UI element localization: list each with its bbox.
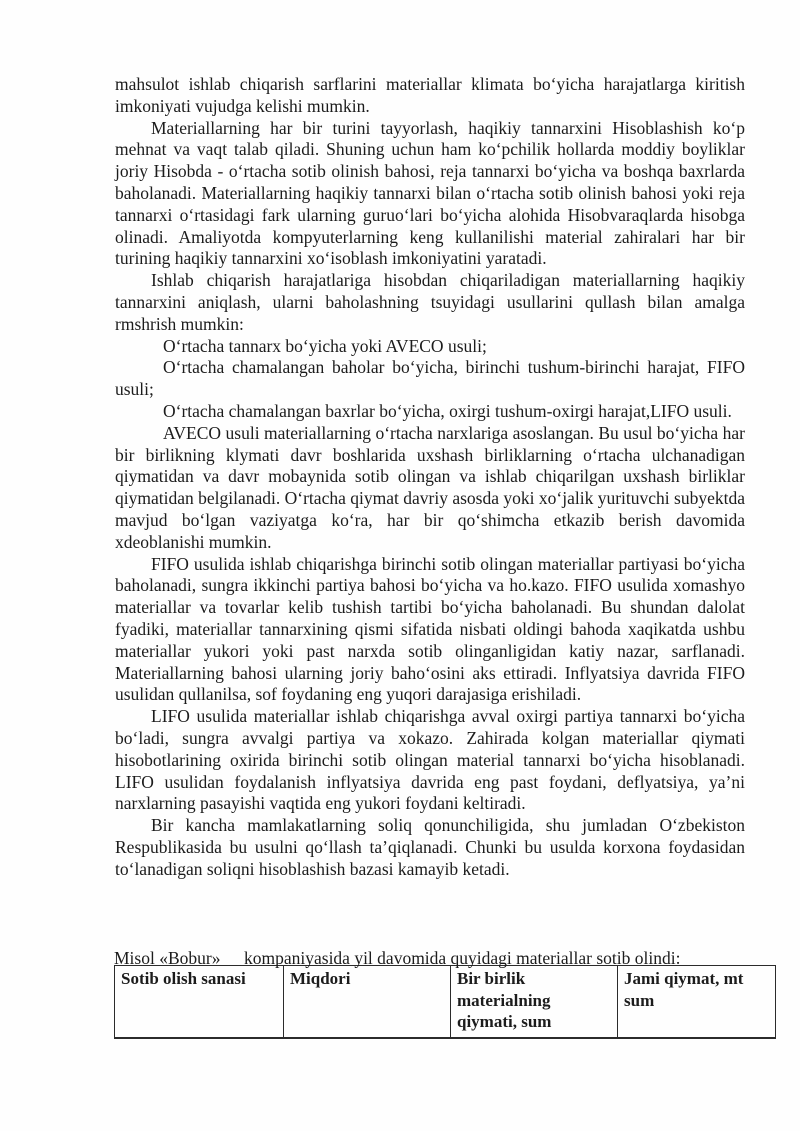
table-header-unit-value: Bir birlik materialning qiymati, sum [451, 966, 618, 1038]
paragraph: AVECO usuli materiallarning o‘rtacha narxlariga asoslangan. Bu usul bo‘yicha har bir birlikning klymati davr boshlarida uxshash birliklarning o‘rtacha ulchanadigan qiymatidan va davr mobaynida sotib olingan va ishlab chiqarilgan uxshash birliklar qiymatidan belgilanadi. O‘rtacha qiymat davriy asosda yoki xo‘jalik yurituvchi subyektda mavjud bo‘lgan vaziyatga ko‘ra, har bir qo‘shimcha etkazib berish davomida xdeoblanishi mumkin. [115, 422, 745, 552]
list-item-lifo: O‘rtacha chamalangan baxrlar bo‘yicha, oxirgi tushum-oxirgi harajat,LIFO usuli. [163, 400, 732, 421]
paragraph: FIFO usulida ishlab chiqarishga birinchi sotib olingan materiallar partiyasi bo‘yicha baholanadi, sungra ikkinchi partiya bahosi bo‘yicha va ho.kazo. FIFO usulida xomashyo materiallar va tovarlar kelib tushish tartibi bo‘yicha baholanadi. Bu shundan dalolat fyadiki, materiallar tannarxining qismi sifatida nisbati oldingi bahoda xaqikatda ushbu materiallar yukori yoki past narxda sotib olinganligidan katiy nazar, sarflanadi. Materiallarning bahosi ularning joriy baho‘osini aks ettiradi. Inflyatsiya davrida FIFO usulidan qullanilsa, sof foydaning eng yuqori darajasiga erishiladi. [115, 553, 745, 705]
table-header-row [115, 966, 776, 1038]
example-caption [114, 948, 775, 969]
body-text [115, 74, 745, 880]
list-item-fifo: O‘rtacha chamalangan baholar bo‘yicha, birinchi tushum-birinchi harajat, FIFO usuli; [115, 357, 745, 400]
paragraph: LIFO usulida materiallar ishlab chiqarishga avval oxirgi partiya tannarxi bo‘yicha bo‘ladi, sungra avvalgi partiya va xokazo. Zahirada kolgan materiallar qiymati hisobotlarining oxirida birinchi sotib olingan material tannarxi bo‘yicha hisoblanadi. LIFO usulidan foydalanish inflyatsiya davrida eng past foydani, deflyatsiya, ya’ni narxlarning pasayishi vaqtida eng yukori foydani keltiradi. [115, 706, 745, 814]
example-caption-text: kompaniyasida yil davomida quyidagi materiallar sotib olindi: [244, 948, 681, 968]
paragraph: Bir kancha mamlakatlarning soliq qonunchiligida, shu jumladan O‘zbekiston Respublikasida bu usulni qo‘llash ta’qiqlanadi. Chunki bu usulda korxona foydasidan to‘lanadigan soliqni hisoblashish bazasi kamayib ketadi. [115, 815, 745, 879]
list-item-aveco: O‘rtacha tannarx bo‘yicha yoki AVECO usuli; [163, 335, 487, 356]
paragraph: mahsulot ishlab chiqarish sarflarini materiallar klimata bo‘yicha harajatlarga kiritish imkoniyati vujudga kelishi mumkin. [115, 74, 745, 116]
paragraph: Materiallarning har bir turini tayyorlash, haqikiy tannarxini Hisoblashish ko‘p mehnat va vaqt talab qiladi. Shuning uchun ham ko‘pchilik hollarda moddiy boyliklar joriy Hisobda - o‘rtacha sotib olinish bahosi, reja tannarxi bo‘yicha va boshqa baxrlarda baholanadi. Materiallarning haqikiy tannarxi bilan o‘rtacha sotib olinish bahosi yoki reja tannarxi o‘rtasidagi fark ularning guruo‘lari bo‘yicha alohida Hisobvaraqlarda hisobga olinadi. Amaliyotda kompyuterlarning keng kullanilishi material zahiralari har bir turining haqikiy tannarxini xo‘isoblash imkoniyatini yaratadi. [115, 117, 745, 269]
table-header-total-value: Jami qiymat, mt sum [618, 966, 776, 1038]
table-header-quantity: Miqdori [284, 966, 451, 1038]
purchases-table [114, 965, 776, 1039]
paragraph: Ishlab chiqarish harajatlariga hisobdan chiqariladigan materiallarning haqikiy tannarxini aniqlash, ularni baholashning tsuyidagi usullarini qullash bilan amalga rmshrish mumkin: [115, 270, 745, 334]
example-label: Misol «Bobur» [114, 948, 221, 968]
example-section [114, 948, 775, 1039]
table-header-purchase-date: Sotib olish sanasi [115, 966, 284, 1038]
